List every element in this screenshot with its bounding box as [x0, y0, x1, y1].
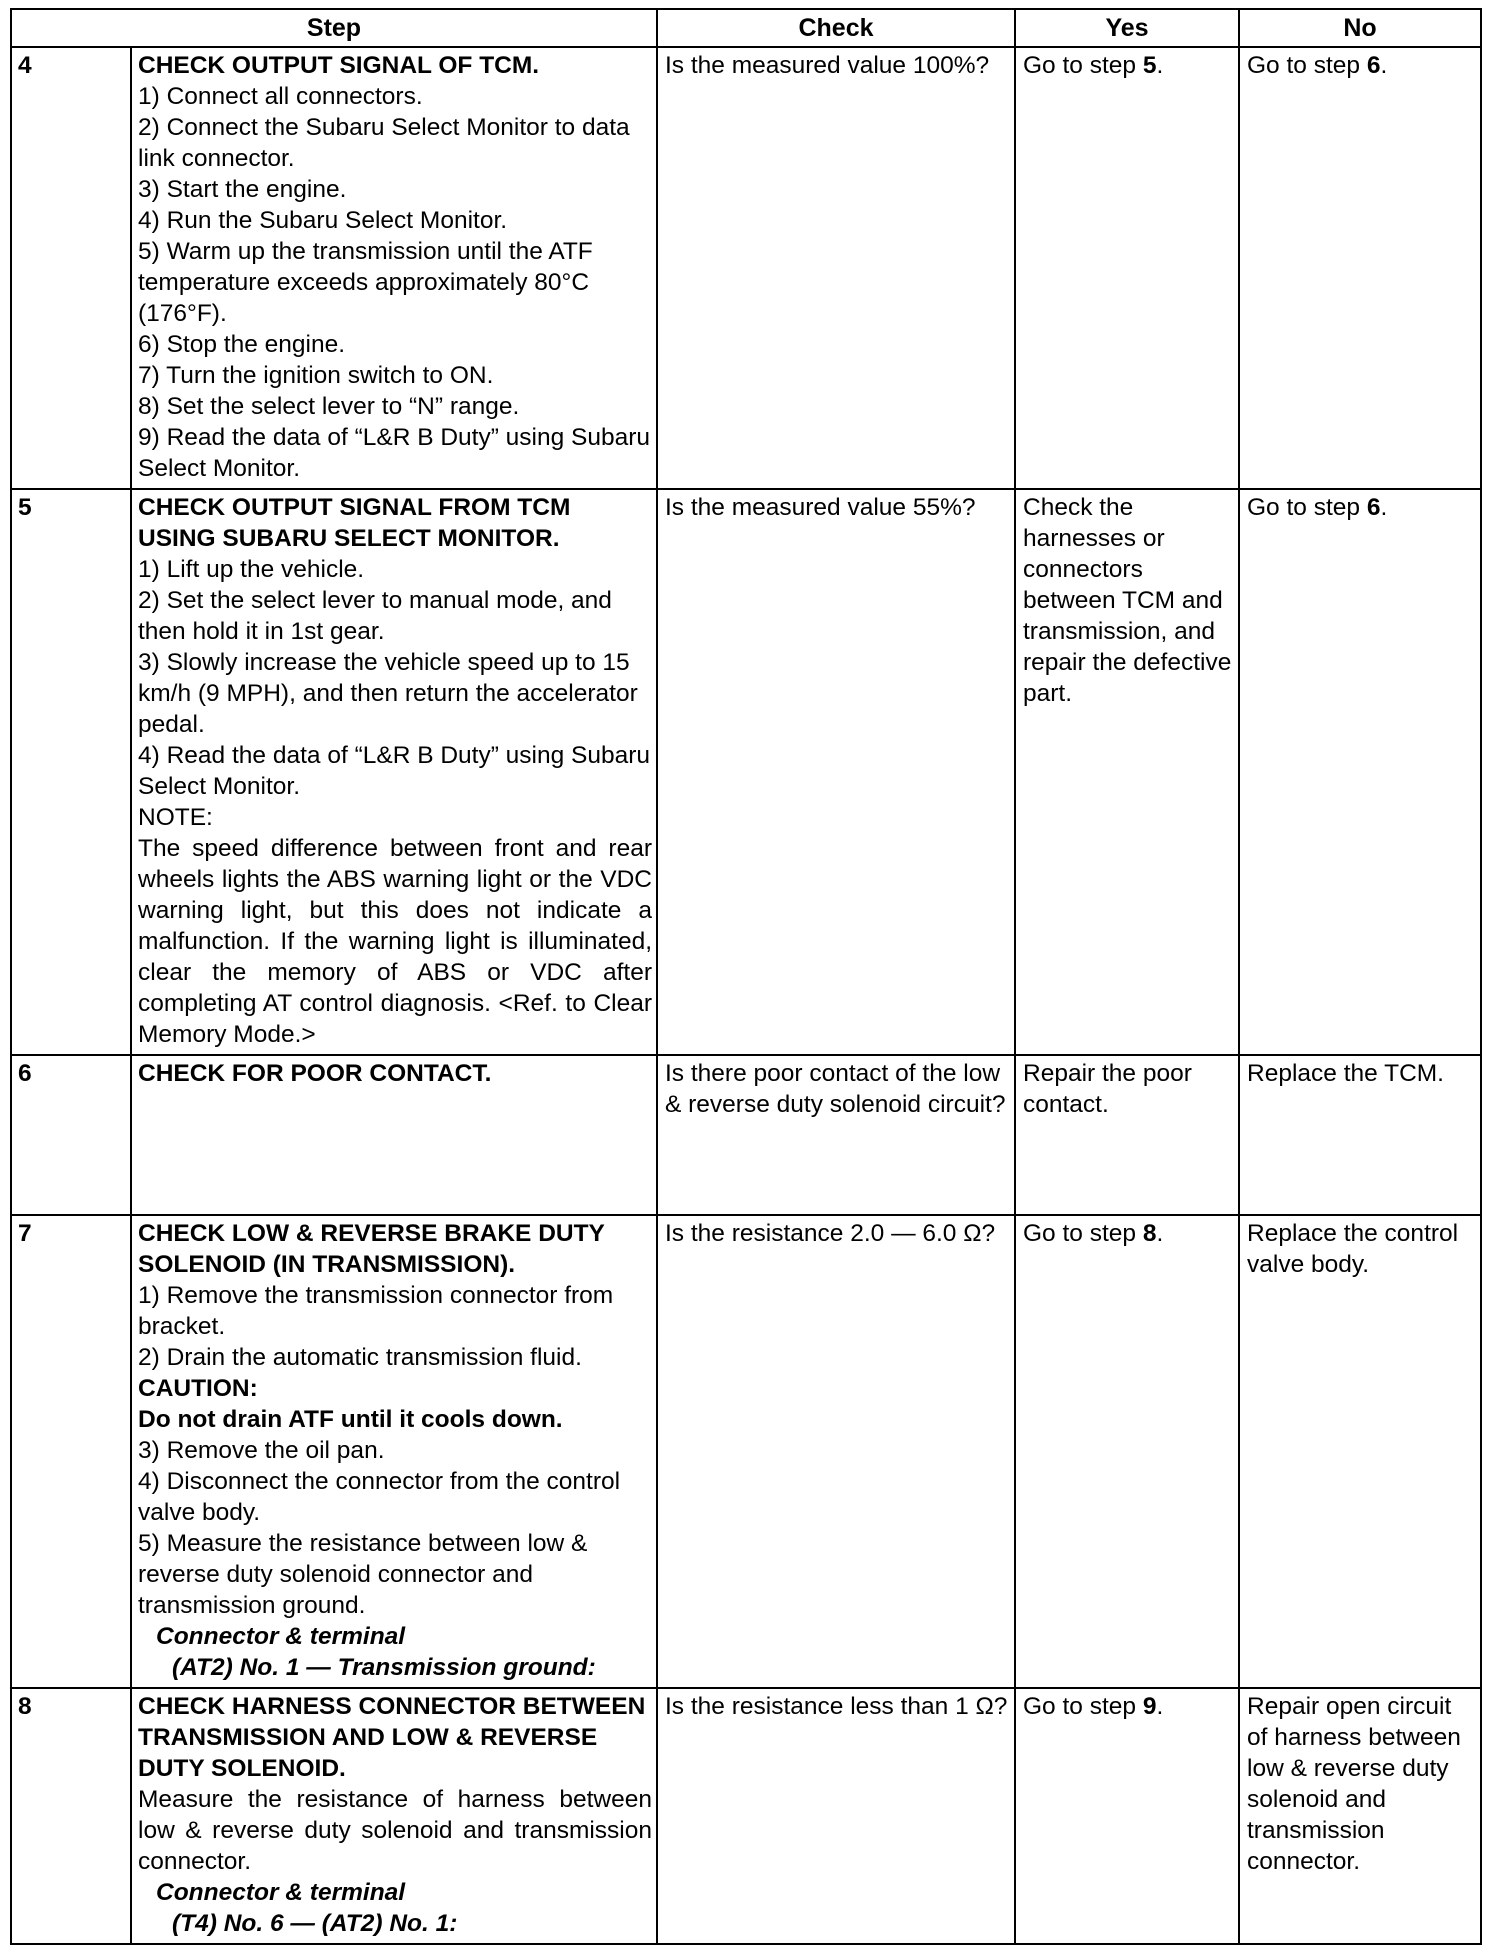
- yes-text: Go to step: [1023, 52, 1143, 79]
- step-description: [131, 1055, 657, 1215]
- step-title: CHECK LOW & REVERSE BRAKE DUTY SOLENOID (IN TRANSMISSION).: [138, 1220, 605, 1278]
- table-row-step-8: [11, 1688, 1481, 1944]
- table-row-step-5: [11, 489, 1481, 1055]
- header-check: Check: [657, 9, 1015, 47]
- no-step-ref: 6: [1366, 52, 1381, 79]
- caution-label: CAUTION:: [138, 1375, 258, 1402]
- no-text: Go to step: [1247, 52, 1367, 79]
- connector-terminal: (T4) No. 6 — (AT2) No. 1:: [172, 1910, 458, 1937]
- yes-step-ref: 5: [1142, 52, 1157, 79]
- no-cell: Repair open circuit of harness between low & reverse duty solenoid and transmission connector.: [1239, 1688, 1481, 1944]
- note-text: The speed difference between front and rear wheels lights the ABS warning light or the VDC warning light, but this does not indicate a malfunction. If the warning light is illuminated, clear the memory of ABS or VDC after completing AT control diagnosis. <Ref. to Clear Memory Mode.>: [138, 835, 652, 1048]
- step-instruction: 6) Stop the engine.: [138, 331, 346, 358]
- connector-label: Connector & terminal: [156, 1879, 406, 1906]
- step-instruction: 9) Read the data of “L&R B Duty” using Subaru Select Monitor.: [138, 424, 651, 482]
- yes-cell: Go to step 5.: [1015, 47, 1239, 489]
- step-number: 5: [11, 489, 131, 1055]
- header-no: No: [1239, 9, 1481, 47]
- step-number: 4: [11, 47, 131, 489]
- no-step-ref: 6: [1366, 494, 1381, 521]
- yes-cell: Check the harnesses or connectors between TCM and transmission, and repair the defective part.: [1015, 489, 1239, 1055]
- step-description: [131, 47, 657, 489]
- note-label: NOTE:: [138, 804, 213, 831]
- step-instruction: 2) Drain the automatic transmission fluid.: [138, 1344, 582, 1371]
- step-description: [131, 1215, 657, 1688]
- step-instruction: 5) Warm up the transmission until the ATF temperature exceeds approximately 80°C (176°F).: [138, 238, 593, 327]
- check-cell: Is the resistance less than 1 Ω?: [657, 1688, 1015, 1944]
- yes-text: Go to step: [1023, 1693, 1143, 1720]
- step-number: 8: [11, 1688, 131, 1944]
- step-instruction: 4) Run the Subaru Select Monitor.: [138, 207, 508, 234]
- step-title: CHECK OUTPUT SIGNAL OF TCM.: [138, 52, 540, 79]
- connector-terminal: (AT2) No. 1 — Transmission ground:: [172, 1654, 596, 1681]
- no-cell: Replace the TCM.: [1239, 1055, 1481, 1215]
- yes-cell: Go to step 8.: [1015, 1215, 1239, 1688]
- header-row: [11, 9, 1481, 47]
- step-title: CHECK HARNESS CONNECTOR BETWEEN TRANSMISSION AND LOW & REVERSE DUTY SOLENOID.: [138, 1693, 646, 1782]
- header-yes: Yes: [1015, 9, 1239, 47]
- step-instruction: 2) Set the select lever to manual mode, and then hold it in 1st gear.: [138, 587, 612, 645]
- yes-step-ref: 9: [1142, 1693, 1157, 1720]
- step-instruction: 3) Start the engine.: [138, 176, 347, 203]
- step-description: [131, 489, 657, 1055]
- yes-text: Go to step: [1023, 1220, 1143, 1247]
- step-instruction: 4) Disconnect the connector from the control valve body.: [138, 1468, 621, 1526]
- step-instruction: 1) Connect all connectors.: [138, 83, 423, 110]
- yes-step-ref: 8: [1142, 1220, 1157, 1247]
- yes-cell: Go to step 9.: [1015, 1688, 1239, 1944]
- step-instruction: 1) Remove the transmission connector from bracket.: [138, 1282, 614, 1340]
- step-instruction: 3) Remove the oil pan.: [138, 1437, 385, 1464]
- step-instruction: 4) Read the data of “L&R B Duty” using Subaru Select Monitor.: [138, 742, 651, 800]
- no-cell: Replace the control valve body.: [1239, 1215, 1481, 1688]
- step-number: 6: [11, 1055, 131, 1215]
- step-instruction: Measure the resistance of harness between low & reverse duty solenoid and transmission connector.: [138, 1786, 652, 1875]
- connector-label: Connector & terminal: [156, 1623, 406, 1650]
- diagnostic-table: [10, 8, 1482, 1945]
- no-cell: Go to step 6.: [1239, 47, 1481, 489]
- header-step: Step: [11, 9, 657, 47]
- yes-cell: Repair the poor contact.: [1015, 1055, 1239, 1215]
- table-row-step-4: [11, 47, 1481, 489]
- caution-text: Do not drain ATF until it cools down.: [138, 1406, 563, 1433]
- table-row-step-7: [11, 1215, 1481, 1688]
- step-number: 7: [11, 1215, 131, 1688]
- step-instruction: 2) Connect the Subaru Select Monitor to data link connector.: [138, 114, 630, 172]
- step-instruction: 8) Set the select lever to “N” range.: [138, 393, 520, 420]
- check-cell: Is the resistance 2.0 — 6.0 Ω?: [657, 1215, 1015, 1688]
- step-instruction: 1) Lift up the vehicle.: [138, 556, 365, 583]
- no-cell: Go to step 6.: [1239, 489, 1481, 1055]
- step-instruction: 3) Slowly increase the vehicle speed up to 15 km/h (9 MPH), and then return the accelerator pedal.: [138, 649, 638, 738]
- step-instruction: 5) Measure the resistance between low & reverse duty solenoid connector and transmission ground.: [138, 1530, 588, 1619]
- check-cell: Is there poor contact of the low & reverse duty solenoid circuit?: [657, 1055, 1015, 1215]
- check-cell: Is the measured value 55%?: [657, 489, 1015, 1055]
- step-description: [131, 1688, 657, 1944]
- step-title: CHECK FOR POOR CONTACT.: [138, 1060, 492, 1087]
- step-instruction: 7) Turn the ignition switch to ON.: [138, 362, 494, 389]
- step-title: CHECK OUTPUT SIGNAL FROM TCM USING SUBARU SELECT MONITOR.: [138, 494, 571, 552]
- table-row-step-6: [11, 1055, 1481, 1215]
- no-text: Go to step: [1247, 494, 1367, 521]
- check-cell: Is the measured value 100%?: [657, 47, 1015, 489]
